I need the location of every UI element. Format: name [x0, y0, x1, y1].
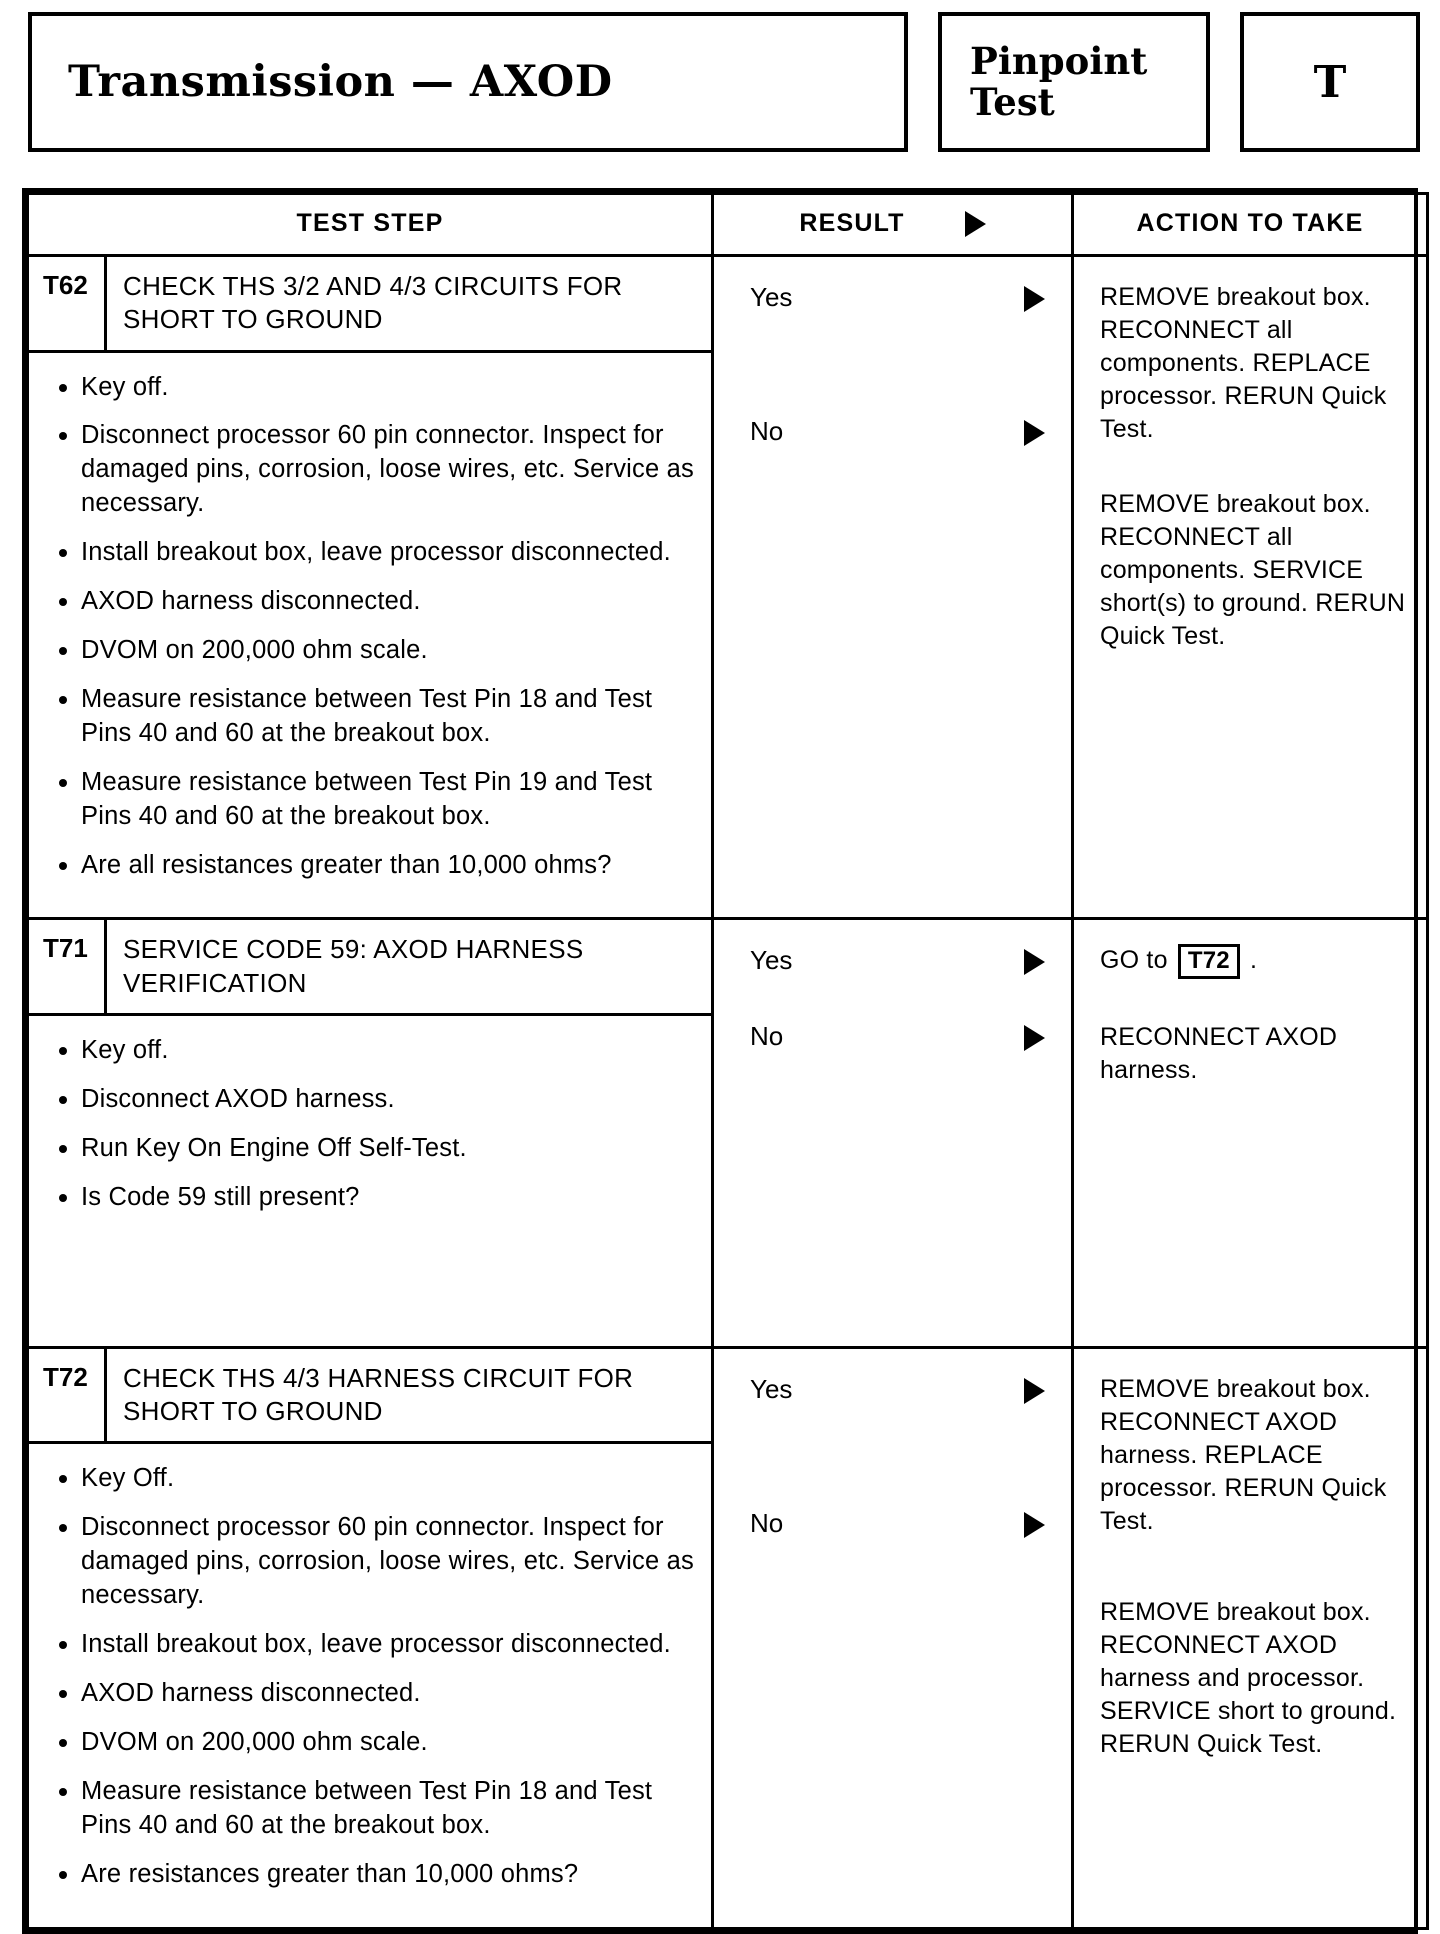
right-triangle-icon [1024, 1512, 1045, 1538]
result-item-no-t62 [714, 415, 1071, 449]
step-header-cell-t71 [28, 919, 713, 1015]
pinpoint-test-label-box [938, 12, 1210, 152]
list-item: AXOD harness disconnected. [55, 1677, 695, 1711]
action-text-yes-t62: REMOVE breakout box. RECONNECT all components. REPLACE processor. RERUN Quick Test. [1100, 283, 1387, 443]
right-triangle-icon [1024, 949, 1045, 975]
list-item: Measure resistance between Test Pin 19 and Test Pins 40 and 60 at the breakout box. [55, 766, 695, 834]
list-item: DVOM on 200,000 ohm scale. [55, 634, 695, 668]
result-item-yes-t71 [714, 944, 1071, 978]
result-item-yes-t62 [714, 281, 1071, 315]
result-label: No [750, 1021, 784, 1052]
column-header-test-step: TEST STEP [28, 194, 713, 256]
action-goto-suffix: . [1249, 946, 1258, 975]
action-cell-t62 [1073, 256, 1428, 919]
step-code-t71: T71 [29, 920, 107, 1013]
list-item: Run Key On Engine Off Self-Test. [55, 1132, 695, 1166]
table-row [28, 256, 1428, 352]
column-header-result [713, 194, 1073, 256]
page-header [0, 0, 1440, 152]
step-body-cell-t62 [28, 351, 713, 919]
table-row [28, 1347, 1428, 1443]
action-text-yes-t72: REMOVE breakout box. RECONNECT AXOD harness. REPLACE processor. RERUN Quick Test. [1100, 1374, 1387, 1535]
step-body-cell-t72 [28, 1443, 713, 1928]
list-item: Measure resistance between Test Pin 18 and Test Pins 40 and 60 at the breakout box. [55, 1775, 695, 1843]
right-triangle-icon [1024, 1378, 1045, 1404]
action-goto-prefix: GO to [1100, 946, 1168, 975]
table-row [28, 919, 1428, 1015]
step-bullet-list-t72 [29, 1444, 711, 1926]
list-item: Install breakout box, leave processor disconnected. [55, 536, 695, 570]
action-cell-t71 [1073, 919, 1428, 1348]
step-header-cell-t62 [28, 256, 713, 352]
list-item: Disconnect processor 60 pin connector. Inspect for damaged pins, corrosion, loose wires, etc. Service as necessary. [55, 419, 695, 521]
list-item: Key Off. [55, 1462, 695, 1496]
result-label: Yes [750, 945, 793, 976]
pinpoint-test-table-wrap [22, 188, 1418, 1934]
action-text-no-t62: REMOVE breakout box. RECONNECT all components. SERVICE short(s) to ground. RERUN Quick Test. [1100, 490, 1406, 650]
step-title-t62: CHECK THS 3/2 AND 4/3 CIRCUITS FOR SHORT TO GROUND [123, 271, 623, 335]
result-label: No [750, 1507, 784, 1538]
section-letter: T [1313, 56, 1347, 108]
step-header-cell-t72 [28, 1347, 713, 1443]
right-triangle-icon [965, 211, 986, 237]
list-item: Measure resistance between Test Pin 18 and Test Pins 40 and 60 at the breakout box. [55, 683, 695, 751]
step-title-t72: CHECK THS 4/3 HARNESS CIRCUIT FOR SHORT TO GROUND [123, 1362, 634, 1427]
action-text-yes-t71 [1100, 944, 1408, 979]
list-item: Is Code 59 still present? [55, 1181, 695, 1215]
step-title-t71: SERVICE CODE 59: AXOD HARNESS VERIFICATION [123, 934, 584, 998]
column-header-result-label: RESULT [799, 209, 905, 237]
right-triangle-icon [1024, 286, 1045, 312]
column-header-action: ACTION TO TAKE [1073, 194, 1428, 256]
result-label: No [750, 415, 784, 446]
step-reference-link-t72[interactable]: T72 [1178, 944, 1240, 979]
step-code-t62: T62 [29, 257, 107, 350]
page-title: Transmission — AXOD [68, 57, 613, 107]
step-bullet-list-t62 [29, 353, 711, 918]
list-item: AXOD harness disconnected. [55, 585, 695, 619]
list-item: Install breakout box, leave processor disconnected. [55, 1628, 695, 1662]
pinpoint-label-line2: Test [970, 80, 1055, 124]
result-cell-t62 [713, 256, 1073, 919]
table-header-row [28, 194, 1428, 256]
result-cell-t71 [713, 919, 1073, 1348]
list-item: DVOM on 200,000 ohm scale. [55, 1726, 695, 1760]
step-body-cell-t71 [28, 1014, 713, 1347]
list-item: Disconnect AXOD harness. [55, 1083, 695, 1117]
list-item: Are all resistances greater than 10,000 ohms? [55, 849, 695, 883]
action-cell-t72 [1073, 1347, 1428, 1928]
right-triangle-icon [1024, 1025, 1045, 1051]
list-item: Key off. [55, 1034, 695, 1068]
result-cell-t72 [713, 1347, 1073, 1928]
result-item-no-t71 [714, 1020, 1071, 1054]
right-triangle-icon [1024, 420, 1045, 446]
pinpoint-test-table [26, 192, 1429, 1930]
section-letter-box [1240, 12, 1420, 152]
action-text-no-t72: REMOVE breakout box. RECONNECT AXOD harness and processor. SERVICE short to ground. RERUN Quick Test. [1100, 1597, 1397, 1758]
list-item: Are resistances greater than 10,000 ohms? [55, 1858, 695, 1892]
header-title-box [28, 12, 908, 152]
result-label: Yes [750, 282, 793, 312]
result-label: Yes [750, 1373, 793, 1404]
action-text-no-t71: RECONNECT AXOD harness. [1100, 1023, 1338, 1085]
step-bullet-list-t71 [29, 1016, 711, 1250]
list-item: Disconnect processor 60 pin connector. Inspect for damaged pins, corrosion, loose wires, etc. Service as necessary. [55, 1511, 695, 1613]
step-code-t72: T72 [29, 1349, 107, 1442]
list-item: Key off. [55, 371, 695, 405]
pinpoint-label-line1: Pinpoint [970, 38, 1148, 83]
result-item-no-t72 [714, 1507, 1071, 1541]
result-item-yes-t72 [714, 1373, 1071, 1407]
